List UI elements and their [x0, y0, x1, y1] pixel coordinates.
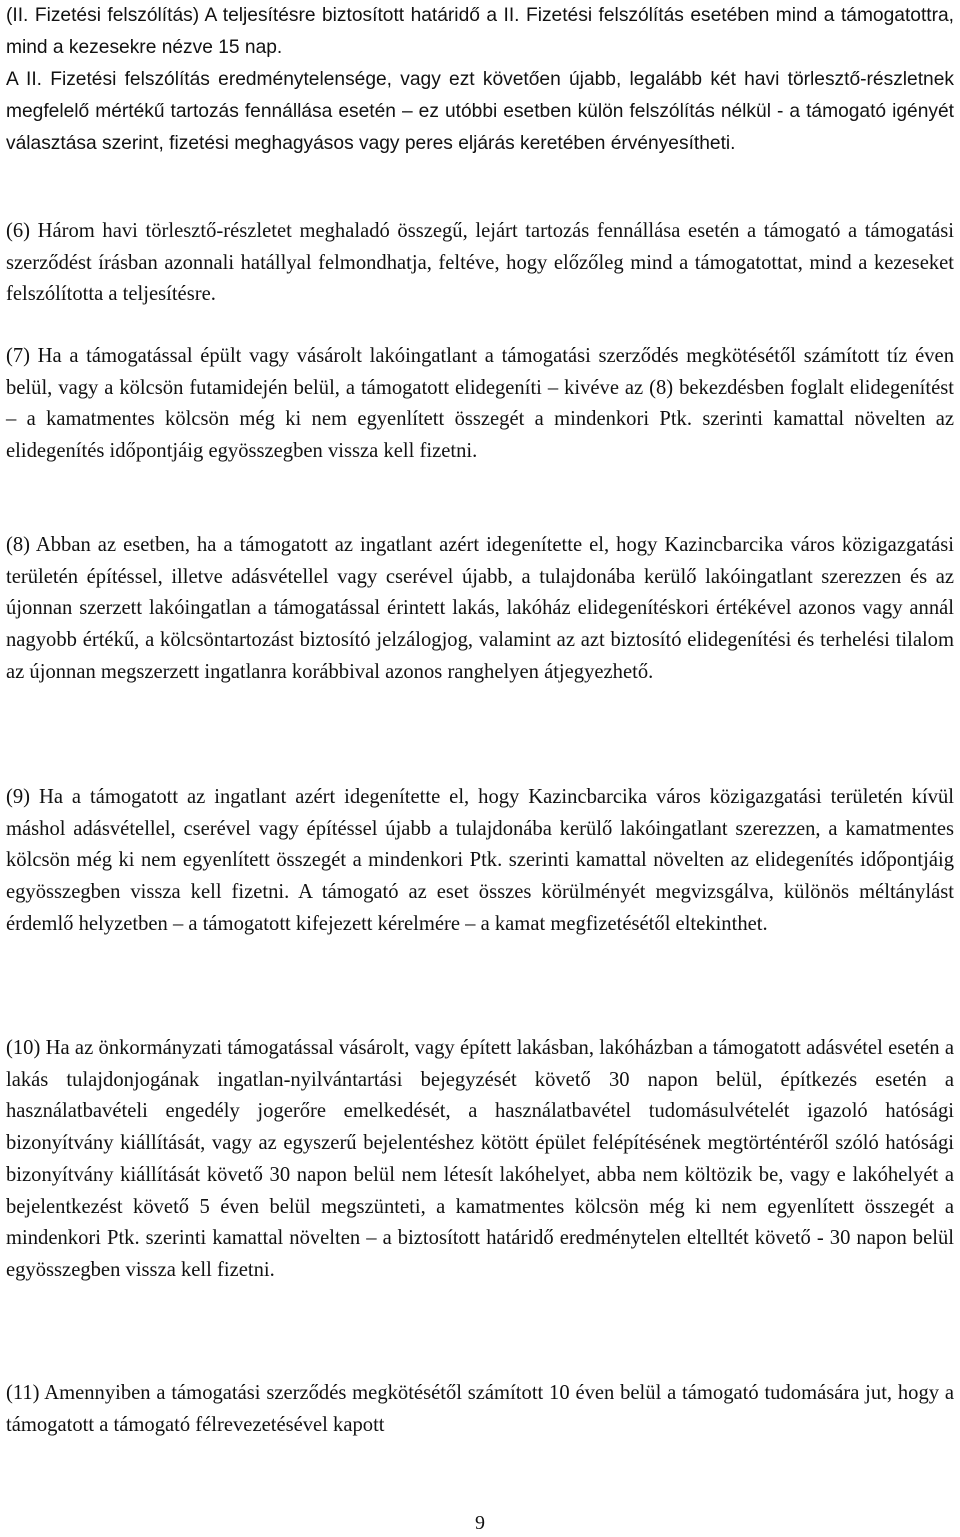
paragraph-8-replacement-property: (8) Abban az esetben, ha a támogatott az ingatlant azért idegenítette el, hogy Kazincbarcika város közigazgatási területén építéssel, illetve adásvétellel vagy cserével újabb, a tulajdonába kerülő lakóingatlant szerezzen és az újonnan szerzett lakóingatlan a támogatással érintett lakás, lakóház elidegenítéskori értékével azonos vagy annál nagyobb értékű, a kölcsöntartozást biztosító jelzálogjog, valamint az azt biztosító elidegenítési és terhelési tilalom az újonnan megszerzett ingatlanra korábbival azonos ranghelyen átjegyezhető. [6, 534, 954, 683]
paragraph-7-alienation: (7) Ha a támogatással épült vagy vásárolt lakóingatlant a támogatási szerződés megkötésétől számított tíz éven belül, vagy a kölcsön futamidején belül, a támogatott elidegeníti – kivéve az (8) bekezdésben foglalt elidegenítést – a kamatmentes kölcsön még ki nem egyenlített összegét a mindenkori Ptk. szerinti kamattal növelten az elidegenítés időpontjáig egyösszegben vissza kell fizetni. [6, 345, 954, 463]
page-number: 9 [475, 1512, 485, 1534]
paragraph-payment-notice-deadline: (II. Fizetési felszólítás) A teljesítésre biztosított határidő a II. Fizetési felszólítás esetében mind a támogatottra, mind a kezesekre nézve 15 nap. [6, 5, 954, 58]
paragraph-6-termination: (6) Három havi törlesztő-részletet meghaladó összegű, lejárt tartozás fennállása esetén a támogató a támogatási szerződést írásban azonnali hatállyal felmondhatja, feltéve, hogy előzőleg mind a támogatottat, mind a kezeseket felszólította a teljesítésre. [6, 220, 954, 306]
paragraph-payment-notice-enforcement: A II. Fizetési felszólítás eredménytelensége, vagy ezt követően újabb, legalább két havi törlesztő-részletnek megfelelő mértékű tartozás fennállása esetén – ez utóbbi esetben külön felszólítás nélkül - a támogató igényét választása szerint, fizetési meghagyásos vagy peres eljárás keretében érvényesítheti. [6, 69, 954, 154]
paragraph-9-outside-city: (9) Ha a támogatott az ingatlant azért idegenítette el, hogy Kazincbarcika város közigazgatási területén kívül máshol adásvétellel, cserével vagy építéssel újabb a tulajdonába kerülő lakóingatlant szerezzen, a kamatmentes kölcsön még ki nem egyenlített összegét a mindenkori Ptk. szerinti kamattal növelten az elidegenítés időpontjáig egyösszegben vissza kell fizetni. A támogató az eset összes körülményét megvizsgálva, különös méltánylást érdemlő helyzetben – a támogatott kifejezett kérelmére – a kamat megfizetésétől eltekinthet. [6, 786, 954, 935]
paragraph-11-misleading: (11) Amennyiben a támogatási szerződés megkötésétől számított 10 éven belül a támogató tudomására jut, hogy a támogatott a támogató félrevezetésével kapott [6, 1382, 954, 1436]
paragraph-10-residence-requirement: (10) Ha az önkormányzati támogatással vásárolt, vagy épített lakásban, lakóházban a támogatott adásvétel esetén a lakás tulajdonjogának ingatlan-nyilvántartási bejegyzését követő 30 napon belül, építkezés esetén a használatbavételi engedély jogerőre emelkedését, a használatbavétel tudomásulvételét igazoló hatósági bizonyítvány kiállítását, vagy az egyszerű bejelentéshez kötött épület felépítésének megtörténtéről szóló hatósági bizonyítvány kiállítását követő 30 napon belül nem létesít lakóhelyet, abba nem költözik be, vagy e lakóhelyét a bejelentkezést követő 5 éven belül megszünteti, a kamatmentes kölcsön még ki nem egyenlített összegét a mindenkori Ptk. szerinti kamattal növelten – a biztosított határidő eredménytelen eltelltét követő - 30 napon belül egyösszegben vissza kell fizetni. [6, 1037, 954, 1281]
